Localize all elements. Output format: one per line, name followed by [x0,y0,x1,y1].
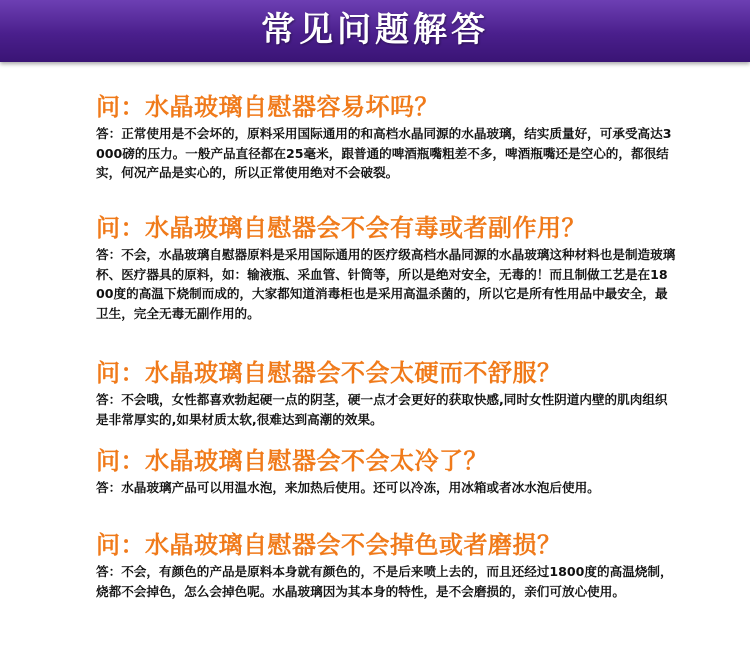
faq-question: 问：水晶玻璃自慰器会不会有毒或者副作用？ [96,214,586,242]
faq-question: 问：水晶玻璃自慰器会不会掉色或者磨损？ [96,531,562,559]
faq-item-2 [96,213,676,323]
faq-answer: 答：水晶玻璃产品可以用温水泡，来加热后使用。还可以冷冻，用冰箱或者冰水泡后使用。 [96,480,600,495]
faq-answer: 答：不会，水晶玻璃自慰器原料是采用国际通用的医疗级高档水晶同源的水晶玻璃这种材料也是制造玻璃杯、医疗器具的原料，如：输液瓶、采血管、针筒等，所以是绝对安全，无毒的！而且制做工艺是在1800度的高温下烧制而成的，大家都知道消毒柜也是采用高温杀菌的，所以它是所有性用品中最安全，最卫生，完全无毒无副作用的。 [96,247,676,321]
header-banner [0,0,750,62]
faq-answer: 答：不会哦，女性都喜欢勃起硬一点的阴茎，硬一点才会更好的获取快感,同时女性阴道内壁的肌肉组织是非常厚实的,如果材质太软,很难达到高潮的效果。 [96,392,668,427]
faq-answer: 答：正常使用是不会坏的，原料采用国际通用的和高档水晶同源的水晶玻璃，结实质量好，可承受高达3000磅的压力。一般产品直径都在25毫米，跟普通的啤酒瓶嘴粗差不多，啤酒瓶嘴还是空心的，都很结实，何况产品是实心的，所以正常使用绝对不会破裂。 [96,126,672,180]
page-title: 常见问题解答 [261,10,489,50]
faq-item-5 [96,530,676,601]
faq-question: 问：水晶玻璃自慰器容易坏吗？ [96,93,439,121]
faq-question: 问：水晶玻璃自慰器会不会太冷了？ [96,447,488,475]
faq-item-1 [96,92,676,183]
faq-item-4 [96,446,676,498]
faq-item-3 [96,358,676,429]
faq-question: 问：水晶玻璃自慰器会不会太硬而不舒服？ [96,359,562,387]
faq-answer: 答：不会，有颜色的产品是原料本身就有颜色的，不是后来喷上去的，而且还经过1800度的高温烧制，烧都不会掉色，怎么会掉色呢。水晶玻璃因为其本身的特性，是不会磨损的，亲们可放心使用。 [96,564,673,599]
